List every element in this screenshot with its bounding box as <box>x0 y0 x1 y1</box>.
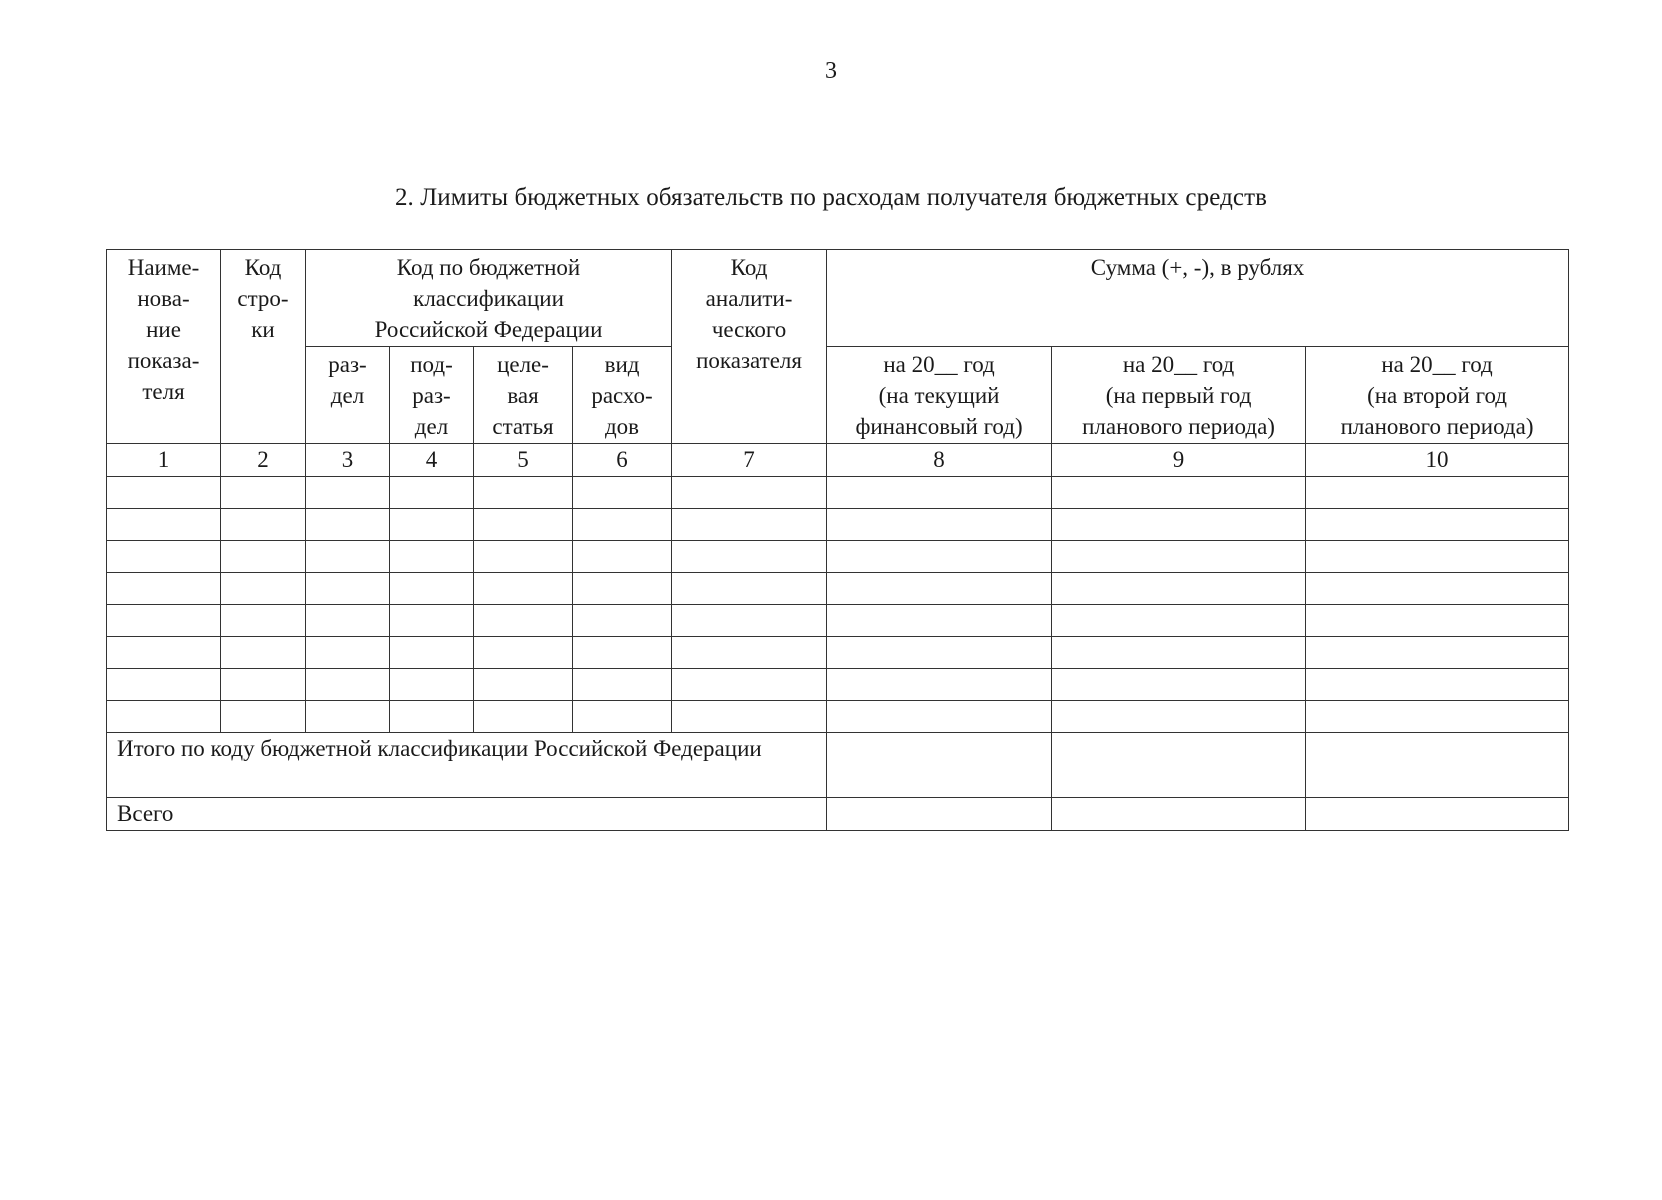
header-year-first-plan: на 20__ год (на первый год планового периода) <box>1052 347 1306 444</box>
grand-total-row <box>107 798 1569 831</box>
table-cell <box>221 509 306 541</box>
table-row <box>107 541 1569 573</box>
table-cell <box>827 701 1052 733</box>
table-row <box>107 573 1569 605</box>
table-cell <box>306 541 390 573</box>
table-body <box>107 444 1569 831</box>
table-cell <box>1052 477 1306 509</box>
table-cell <box>1306 509 1569 541</box>
table-cell <box>1306 477 1569 509</box>
table-cell <box>827 509 1052 541</box>
table-cell <box>390 477 474 509</box>
table-cell <box>573 509 672 541</box>
table-cell <box>573 541 672 573</box>
table-cell <box>221 573 306 605</box>
table-row <box>107 605 1569 637</box>
header-indicator-name: Наиме- нова- ние показа- теля <box>107 250 221 444</box>
table-cell <box>573 573 672 605</box>
column-number-row <box>107 444 1569 477</box>
column-number: 1 <box>107 444 221 477</box>
total-by-code-label: Итого по коду бюджетной классификации Российской Федерации <box>107 733 827 798</box>
table-cell <box>573 701 672 733</box>
header-year-current: на 20__ год (на текущий финансовый год) <box>827 347 1052 444</box>
table-row <box>107 477 1569 509</box>
table-cell <box>1052 637 1306 669</box>
column-number: 10 <box>1306 444 1569 477</box>
column-number: 6 <box>573 444 672 477</box>
table-cell <box>474 669 573 701</box>
table-cell <box>827 605 1052 637</box>
header-row-sub <box>107 347 1569 444</box>
header-analytic-code: Код аналити- ческого показателя <box>672 250 827 444</box>
column-number: 9 <box>1052 444 1306 477</box>
table-cell <box>107 477 221 509</box>
table-cell <box>390 605 474 637</box>
table-cell <box>306 509 390 541</box>
total-by-code-row <box>107 733 1569 798</box>
table-cell <box>306 573 390 605</box>
table-cell <box>672 573 827 605</box>
section-title: 2. Лимиты бюджетных обязательств по расходам получателя бюджетных средств <box>394 184 1268 211</box>
table-cell <box>672 509 827 541</box>
table-cell <box>1306 541 1569 573</box>
table-cell <box>827 541 1052 573</box>
table-cell <box>672 541 827 573</box>
table-cell <box>390 541 474 573</box>
table-cell <box>390 509 474 541</box>
grand-total-cell-current <box>827 798 1052 831</box>
table-cell <box>1306 605 1569 637</box>
total-cell-first <box>1052 733 1306 798</box>
budget-limits-table <box>106 249 1569 831</box>
table-cell <box>390 669 474 701</box>
table-cell <box>474 637 573 669</box>
table-cell <box>306 605 390 637</box>
table-cell <box>390 701 474 733</box>
table-cell <box>573 669 672 701</box>
table-cell <box>107 701 221 733</box>
table-row <box>107 701 1569 733</box>
table-row <box>107 669 1569 701</box>
table-cell <box>827 477 1052 509</box>
table-cell <box>107 669 221 701</box>
limits-table-container <box>106 249 1568 831</box>
table-cell <box>1052 541 1306 573</box>
table-cell <box>221 701 306 733</box>
table-cell <box>573 637 672 669</box>
table-cell <box>672 701 827 733</box>
table-cell <box>390 573 474 605</box>
header-target-article: целе- вая статья <box>474 347 573 444</box>
table-row <box>107 637 1569 669</box>
header-row-code: Код стро- ки <box>221 250 306 444</box>
table-cell <box>672 637 827 669</box>
table-cell <box>1052 509 1306 541</box>
table-cell <box>474 541 573 573</box>
column-number: 4 <box>390 444 474 477</box>
column-number: 7 <box>672 444 827 477</box>
table-cell <box>221 669 306 701</box>
header-sum: Сумма (+, -), в рублях <box>827 250 1569 347</box>
table-cell <box>221 541 306 573</box>
table-cell <box>573 477 672 509</box>
table-cell <box>1306 669 1569 701</box>
header-podrazdel: под- раз- дел <box>390 347 474 444</box>
table-cell <box>107 605 221 637</box>
table-row <box>107 509 1569 541</box>
column-number: 2 <box>221 444 306 477</box>
table-cell <box>107 637 221 669</box>
table-cell <box>107 509 221 541</box>
grand-total-label: Всего <box>107 798 827 831</box>
table-cell <box>1052 605 1306 637</box>
table-cell <box>1052 669 1306 701</box>
column-number: 5 <box>474 444 573 477</box>
header-year-second-plan: на 20__ год (на второй год планового периода) <box>1306 347 1569 444</box>
column-number: 3 <box>306 444 390 477</box>
table-cell <box>827 669 1052 701</box>
header-razdel: раз- дел <box>306 347 390 444</box>
table-cell <box>474 605 573 637</box>
table-cell <box>672 669 827 701</box>
table-cell <box>827 573 1052 605</box>
table-cell <box>306 637 390 669</box>
grand-total-cell-first <box>1052 798 1306 831</box>
table-cell <box>474 573 573 605</box>
table-cell <box>221 637 306 669</box>
table-cell <box>672 477 827 509</box>
header-row-top <box>107 250 1569 347</box>
table-cell <box>672 605 827 637</box>
table-cell <box>306 477 390 509</box>
total-cell-second <box>1306 733 1569 798</box>
table-cell <box>1306 701 1569 733</box>
table-cell <box>1052 701 1306 733</box>
table-cell <box>306 701 390 733</box>
table-cell <box>573 605 672 637</box>
table-cell <box>107 541 221 573</box>
table-cell <box>1306 573 1569 605</box>
total-cell-current <box>827 733 1052 798</box>
table-cell <box>221 477 306 509</box>
table-cell <box>827 637 1052 669</box>
table-cell <box>107 573 221 605</box>
header-budget-classification: Код по бюджетной классификации Российской Федерации <box>306 250 672 347</box>
table-cell <box>1306 637 1569 669</box>
header-expense-type: вид расхо- дов <box>573 347 672 444</box>
table-cell <box>221 605 306 637</box>
table-cell <box>474 477 573 509</box>
table-cell <box>390 637 474 669</box>
table-cell <box>1052 573 1306 605</box>
table-cell <box>306 669 390 701</box>
page-number: 3 <box>825 58 837 84</box>
column-number: 8 <box>827 444 1052 477</box>
grand-total-cell-second <box>1306 798 1569 831</box>
table-cell <box>474 509 573 541</box>
table-cell <box>474 701 573 733</box>
